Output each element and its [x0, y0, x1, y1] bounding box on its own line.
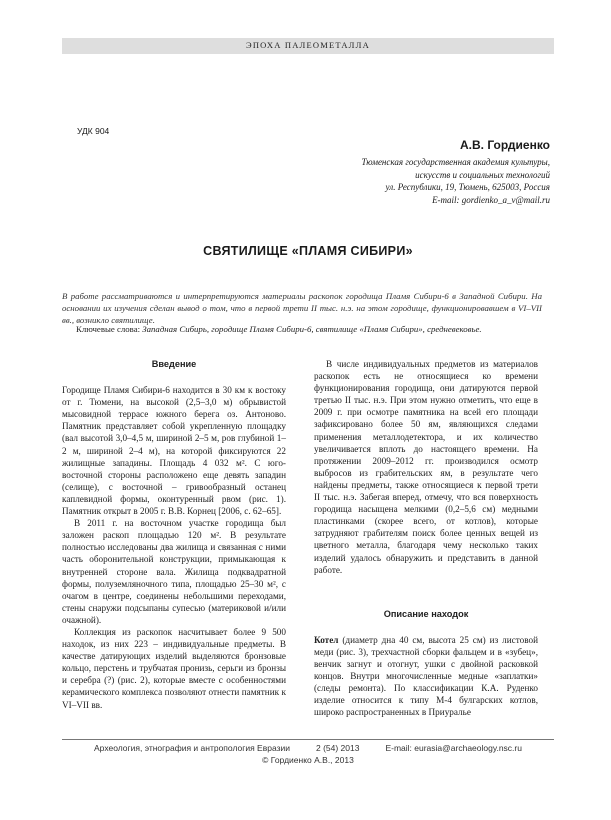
- paragraph: В 2011 г. на восточном участке городища был заложен раскоп площадью 120 м². В результате полностью исследованы два жилища и связанная с ними часть оборонительной конструкции, примыкающая к внутренней стороне вала. Жилища подквадратной формы, полуземляночного типа, площадью 25–30 м², с очагом в центре, соединены небольшими переходами, стены снаружи подсыпаны супесью (материковой и/или очажной).: [62, 518, 286, 625]
- paragraph: [314, 634, 538, 719]
- section-heading-findings: Описание находок: [383, 608, 469, 619]
- keywords: [76, 323, 542, 335]
- affiliation-line: ул. Республики, 19, Тюмень, 625003, Россия: [385, 182, 550, 193]
- author-name: А.В. Гордиенко: [460, 138, 550, 152]
- journal-email: E-mail: eurasia@archaeology.nsc.ru: [385, 743, 522, 753]
- copyright: © Гордиенко А.В., 2013: [262, 755, 354, 765]
- author-affiliation: [250, 156, 550, 206]
- footer-rule: [62, 739, 554, 740]
- left-column: [62, 358, 286, 711]
- keywords-text: Западная Сибирь, городище Пламя Сибири-6, святилище «Пламя Сибири», средневековье.: [142, 324, 482, 334]
- udk-code: УДК 904: [77, 126, 110, 136]
- keywords-label: Ключевые слова:: [76, 324, 141, 334]
- term-kotel: Котел: [314, 634, 339, 645]
- author-email: E-mail: gordienko_a_v@mail.ru: [432, 194, 550, 205]
- running-title: ЭПОХА ПАЛЕОМЕТАЛЛА: [246, 40, 370, 50]
- affiliation-line: искусств и социальных технологий: [415, 169, 550, 180]
- paragraph: Коллекция из раскопок насчитывает более 9 500 находок, из них 223 – индивидуальные предметы. В качестве датирующих изделий выделяются бронзовые кольцо, перстень и трубчатая пронизь, серьги из бронзы и серебра (?) (рис. 2), которые вместе с особенностями керамического комплекса позволяют отнести памятник к VI–VII вв.: [62, 626, 286, 710]
- footer-journal-line: [62, 743, 554, 753]
- journal-name: Археология, этнография и антропология Евразии: [94, 743, 290, 753]
- journal-issue: 2 (54) 2013: [315, 743, 360, 753]
- affiliation-line: Тюменская государственная академия культуры,: [361, 157, 550, 167]
- paragraph: Городище Пламя Сибири-6 находится в 30 км к востоку от г. Тюмени, на высокой (2,5–3,0 м) обрывистой мысовидной террасе южного берега оз. Антоново. Памятник представляет собой укрепленную площадку (вал высотой 3,0–4,5 м, шириной 2–5 м, ров глубиной 1–2 м, шириной 2–4 м), на которой фиксируются 22 жилищные западины. Площадь 4 032 м². С юго-восточной стороны расположено еще девять западин (селище), с восточной – гривообразный останец каплевидной формы, оконтуренный рвом (рис. 1). Памятник открыт в 2005 г. В.В. Корнец [2006, с. 62–65].: [62, 385, 286, 517]
- paragraph-text: (диаметр дна 40 см, высота 25 см) из листовой меди (рис. 3), трехчастной сборки фальцем и в «зубец», венчик загнут и отогнут, ушки с двойной расковкой концов. Внутри многочисленные медные «заплатки» (следы ремонта). По классификации К.А. Руденко изделие относится к типу М-4 булгарских котлов, широко распространенных в Приуралье: [314, 634, 538, 718]
- abstract: В работе рассматриваются и интерпретируются материалы раскопок городища Пламя Сибири-6 в Западной Сибири. На основании их изучения сделан вывод о том, что в первой трети II тыс. н.э. на этом городище, функционировавшем в VI–VII вв., возникло святилище.: [62, 291, 542, 326]
- running-header-band: [62, 38, 554, 54]
- right-column: [314, 358, 538, 718]
- paragraph: В числе индивидуальных предметов из материалов раскопок есть не относящиеся ко времени функционирования городища, они датируются первой третью II тыс. н.э. При этом нужно отметить, что еще в 2009 г. при осмотре памятника на всей его площади зафиксировано более 50 ям, являющихся следами применения металлодетектора, и их количество увеличивается вплоть до настоящего времени. На протяжении 2009–2012 гг. производился осмотр выбросов из грабительских ям, в результате чего найдены предметы, также относящиеся к первой трети II тыс. н.э. Забегая вперед, отмечу, что вся поверхность городища насыщена мелкими (0,2–5,6 см) медными пластинками (скорее всего, от котлов), которые затрудняют грабителям поиск более ценных вещей из цветного металла, благодаря чему несколько таких изделий удалось обнаружить и представить в данной работе.: [314, 359, 538, 575]
- section-heading-introduction: Введение: [151, 359, 197, 369]
- article-title: СВЯТИЛИЩЕ «ПЛАМЯ СИБИРИ»: [203, 244, 413, 258]
